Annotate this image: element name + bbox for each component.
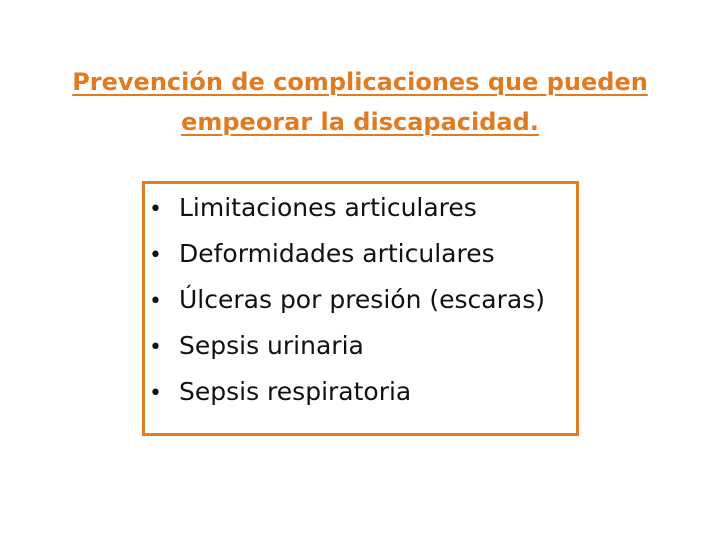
bullet-icon: • xyxy=(149,197,162,222)
list-item-text: Deformidades articulares xyxy=(179,239,495,268)
slide-title-line-1: Prevención de complicaciones que pueden xyxy=(72,68,648,96)
list-item-text: Limitaciones articulares xyxy=(179,193,477,222)
bullet-list xyxy=(149,189,545,419)
bullet-icon: • xyxy=(149,289,162,314)
list-item-text: Sepsis urinaria xyxy=(179,331,364,360)
slide-title-line-2: empeorar la discapacidad. xyxy=(181,108,539,136)
list-item-text: Úlceras por presión (escaras) xyxy=(179,285,545,314)
bullet-icon: • xyxy=(149,335,162,360)
bullet-icon: • xyxy=(149,243,162,268)
slide-title xyxy=(20,62,700,142)
bullet-icon: • xyxy=(149,381,162,406)
list-item xyxy=(149,235,545,281)
list-item xyxy=(149,327,545,373)
list-item xyxy=(149,281,545,327)
list-item xyxy=(149,373,545,419)
list-item-text: Sepsis respiratoria xyxy=(179,377,412,406)
list-item xyxy=(149,189,545,235)
